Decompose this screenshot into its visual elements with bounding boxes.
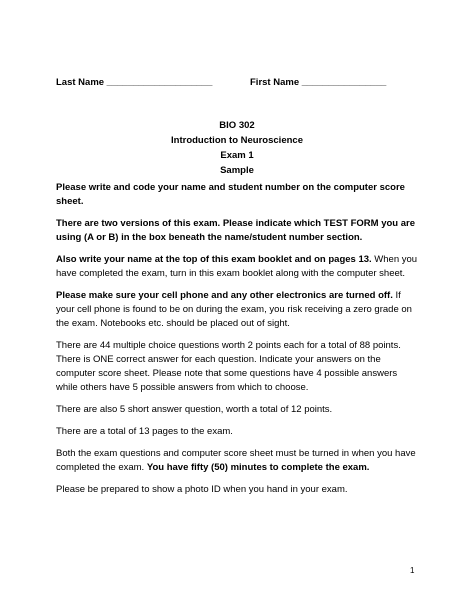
instruction-electronics-bold: Please make sure your cell phone and any other electronics are turned off. — [56, 290, 393, 301]
instruction-multiple-choice: There are 44 multiple choice questions worth 2 points each for a total of 88 points. There is ONE correct answer for each question. Indicate your answers on the computer score sheet. Please note that some questions have 4 possible answers while others have 5 possible answers from which to choose. — [56, 340, 401, 393]
exam-version: Sample — [220, 165, 254, 176]
instruction-name-code: Please write and code your name and student number on the computer score sheet. — [56, 182, 405, 207]
page-number: 1 — [410, 566, 415, 575]
instruction-page-count: There are a total of 13 pages to the exam. — [56, 426, 233, 437]
instruction-electronics-rest: If your cell phone is found to be on during the exam, you risk receiving a zero grade on the exam. Notebooks etc. should be placed out of sight. — [56, 290, 412, 329]
instruction-turn-in-bold: You have fifty (50) minutes to complete the exam. — [146, 462, 370, 473]
exam-title-block — [0, 118, 474, 178]
first-name-field: First Name ________________ — [250, 77, 387, 88]
instruction-write-name-rest: When you have completed the exam, turn in this exam booklet along with the computer sheet. — [56, 254, 418, 279]
exam-number: Exam 1 — [220, 150, 254, 161]
last-name-field: Last Name ____________________ — [56, 77, 213, 88]
instruction-turn-in-normal: Both the exam questions and computer score sheet must be turned in when you have completed the exam. — [56, 448, 416, 473]
course-name: Introduction to Neuroscience — [171, 135, 303, 146]
instruction-turn-in — [56, 447, 418, 475]
instruction-short-answer: There are also 5 short answer question, worth a total of 12 points. — [56, 404, 333, 415]
instruction-electronics — [56, 289, 418, 331]
course-code: BIO 302 — [219, 120, 255, 131]
instructions — [56, 181, 418, 505]
instruction-write-name-bold: Also write your name at the top of this exam booklet and on pages 13. — [56, 254, 372, 265]
instruction-write-name — [56, 253, 418, 281]
instruction-photo-id: Please be prepared to show a photo ID when you hand in your exam. — [56, 484, 348, 495]
instruction-test-form: There are two versions of this exam. Please indicate which TEST FORM you are using (A or B) in the box beneath the name/student number section. — [56, 218, 415, 243]
